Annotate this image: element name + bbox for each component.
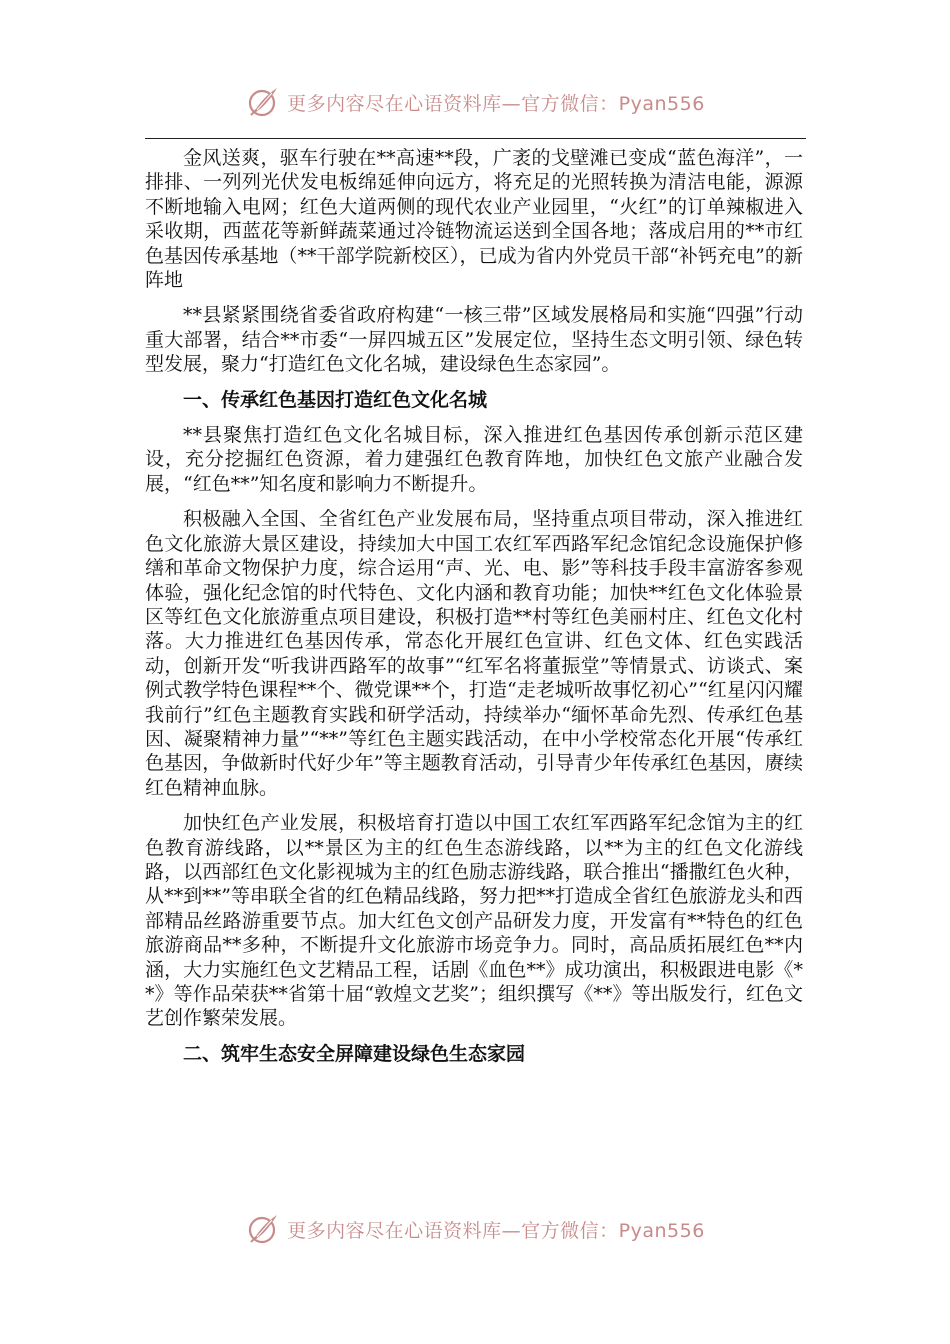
body-paragraph: 金风送爽，驱车行驶在**高速**段，广袤的戈壁滩已变成“蓝色海洋”，一排排、一列列光伏发电板绵延伸向远方，将充足的光照转换为清洁电能，源源不断地输入电网；红色大道两侧的现代农业产业园里，“火红”的订单辣椒进入采收期，西蓝花等新鲜蔬菜通过冷链物流运送到全国各地；落成启用的**市红色基因传承基地（**干部学院新校区），已成为省内外党员干部“补钙充电”的新阵地 <box>145 147 803 292</box>
document-body <box>145 146 803 1077</box>
body-paragraph: 加快红色产业发展，积极培育打造以中国工农红军西路军纪念馆为主的红色教育游线路，以**景区为主的红色生态游线路，以**为主的红色文化游线路，以西部红色文化影视城为主的红色励志游线路，联合推出“播撒红色火种，从**到**”等串联全省的红色精品线路，努力把**打造成全省红色旅游龙头和西部精品丝路游重要节点。加大红色文创产品研发力度，开发富有**特色的红色旅游商品**多种，不断提升文化旅游市场竞争力。同时，高品质拓展红色**内涵，大力实施红色文艺精品工程，话剧《血色**》成功演出，积极跟进电影《**》等作品荣获**省第十届“敦煌文艺奖”；组织撰写《**》等出版发行，红色文艺创作繁荣发展。 <box>145 812 803 1030</box>
body-paragraph: **县聚焦打造红色文化名城目标，深入推进红色基因传承创新示范区建设，充分挖掘红色资源，着力建强红色教育阵地，加快红色文旅产业融合发展，“红色**”知名度和影响力不断提升。 <box>145 424 803 495</box>
header-banner <box>0 80 950 124</box>
body-paragraph: **县紧紧围绕省委省政府构建“一核三带”区域发展格局和实施“四强”行动重大部署，结合**市委“一屏四城五区”发展定位，坚持生态文明引领、绿色转型发展，聚力“打造红色文化名城，建设绿色生态家园”。 <box>145 304 803 376</box>
feather-pen-logo-icon <box>245 84 281 120</box>
footer-banner-text: 更多内容尽在心语资料库—官方微信：Pyan556 <box>287 1219 705 1242</box>
section-heading: 二、筑牢生态安全屏障建设绿色生态家园 <box>183 1042 526 1065</box>
feather-pen-logo-icon <box>245 1211 281 1247</box>
section-heading: 一、传承红色基因打造红色文化名城 <box>183 388 488 411</box>
header-banner-text: 更多内容尽在心语资料库—官方微信：Pyan556 <box>287 92 705 115</box>
header-divider <box>145 138 806 139</box>
footer-banner <box>0 1207 950 1251</box>
body-paragraph: 积极融入全国、全省红色产业发展布局，坚持重点项目带动，深入推进红色文化旅游大景区建设，持续加大中国工农红军西路军纪念馆纪念设施保护修缮和革命文物保护力度，综合运用“声、光、电、影”等科技手段丰富游客参观体验，强化纪念馆的时代特色、文化内涵和教育功能；加快**红色文化体验景区等红色文化旅游重点项目建设，积极打造**村等红色美丽村庄、红色文化村落。大力推进红色基因传承，常态化开展红色宣讲、红色文体、红色实践活动，创新开发“听我讲西路军的故事”“红军名将董振堂”等情景式、访谈式、案例式教学特色课程**个、微党课**个，打造“走老城听故事忆初心”“红星闪闪耀我前行”红色主题教育实践和研学活动，持续举办“缅怀革命先烈、传承红色基因、凝聚精神力量”“**”等红色主题实践活动，在中小学校常态化开展“传承红色基因，争做新时代好少年”等主题教育活动，引导青少年传承红色基因，赓续红色精神血脉。 <box>145 508 803 799</box>
